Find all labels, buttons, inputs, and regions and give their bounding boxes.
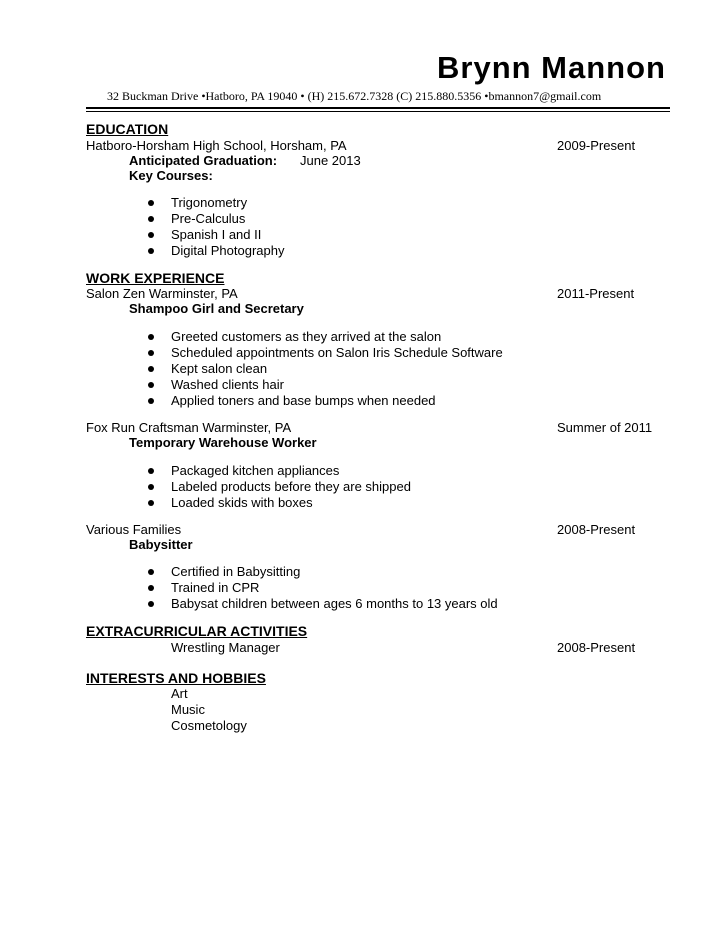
bullet-icon xyxy=(148,232,154,238)
contact-line: 32 Buckman Drive •Hatboro, PA 19040 • (H) 215.672.7328 (C) 215.880.5356 •bmannon7@gmail.com xyxy=(107,89,602,103)
graduation-value: June 2013 xyxy=(300,153,361,168)
job-dates: 2011-Present xyxy=(557,286,635,301)
bullet-icon xyxy=(148,398,154,404)
resume-name: Brynn Mannon xyxy=(437,50,666,85)
bullet-icon xyxy=(148,500,154,506)
education-school: Hatboro-Horsham High School, Horsham, PA xyxy=(86,138,347,153)
bullet-icon xyxy=(148,350,154,356)
list-item: Art xyxy=(171,686,188,701)
job-employer: Various Families xyxy=(86,522,182,537)
education-heading: EDUCATION xyxy=(86,121,169,137)
bullet-icon xyxy=(148,585,154,591)
bullet-icon xyxy=(148,248,154,254)
job-title: Babysitter xyxy=(129,537,193,552)
bullet-icon xyxy=(148,468,154,474)
bullet-icon xyxy=(148,200,154,206)
graduation-label: Anticipated Graduation: xyxy=(129,153,278,168)
list-item: Cosmetology xyxy=(171,718,247,733)
job-dates: Summer of 2011 xyxy=(557,420,653,435)
interests-list xyxy=(171,686,247,734)
education-dates: 2009-Present xyxy=(557,138,636,153)
work-heading: WORK EXPERIENCE xyxy=(86,270,225,286)
interests-heading: INTERESTS AND HOBBIES xyxy=(86,670,266,686)
bullet-icon xyxy=(148,484,154,490)
courses-label: Key Courses: xyxy=(129,168,213,183)
extracurricular-heading: EXTRACURRICULAR ACTIVITIES xyxy=(86,623,308,639)
bullet-icon xyxy=(148,334,154,340)
bullet-icon xyxy=(148,601,154,607)
extracurricular-activity: Wrestling Manager xyxy=(171,640,280,655)
bullet-icon xyxy=(148,216,154,222)
header-rule-thick xyxy=(86,107,670,109)
header-rule-thin xyxy=(86,111,670,112)
job-employer: Fox Run Craftsman Warminster, PA xyxy=(86,420,292,435)
job-dates: 2008-Present xyxy=(557,522,636,537)
list-item: Music xyxy=(171,702,205,717)
job-title: Shampoo Girl and Secretary xyxy=(129,301,304,316)
bullet-icon xyxy=(148,382,154,388)
bullet-icon xyxy=(148,366,154,372)
extracurricular-dates: 2008-Present xyxy=(557,640,636,655)
job-employer: Salon Zen Warminster, PA xyxy=(86,286,238,301)
bullet-icon xyxy=(148,569,154,575)
job-title: Temporary Warehouse Worker xyxy=(129,435,317,450)
